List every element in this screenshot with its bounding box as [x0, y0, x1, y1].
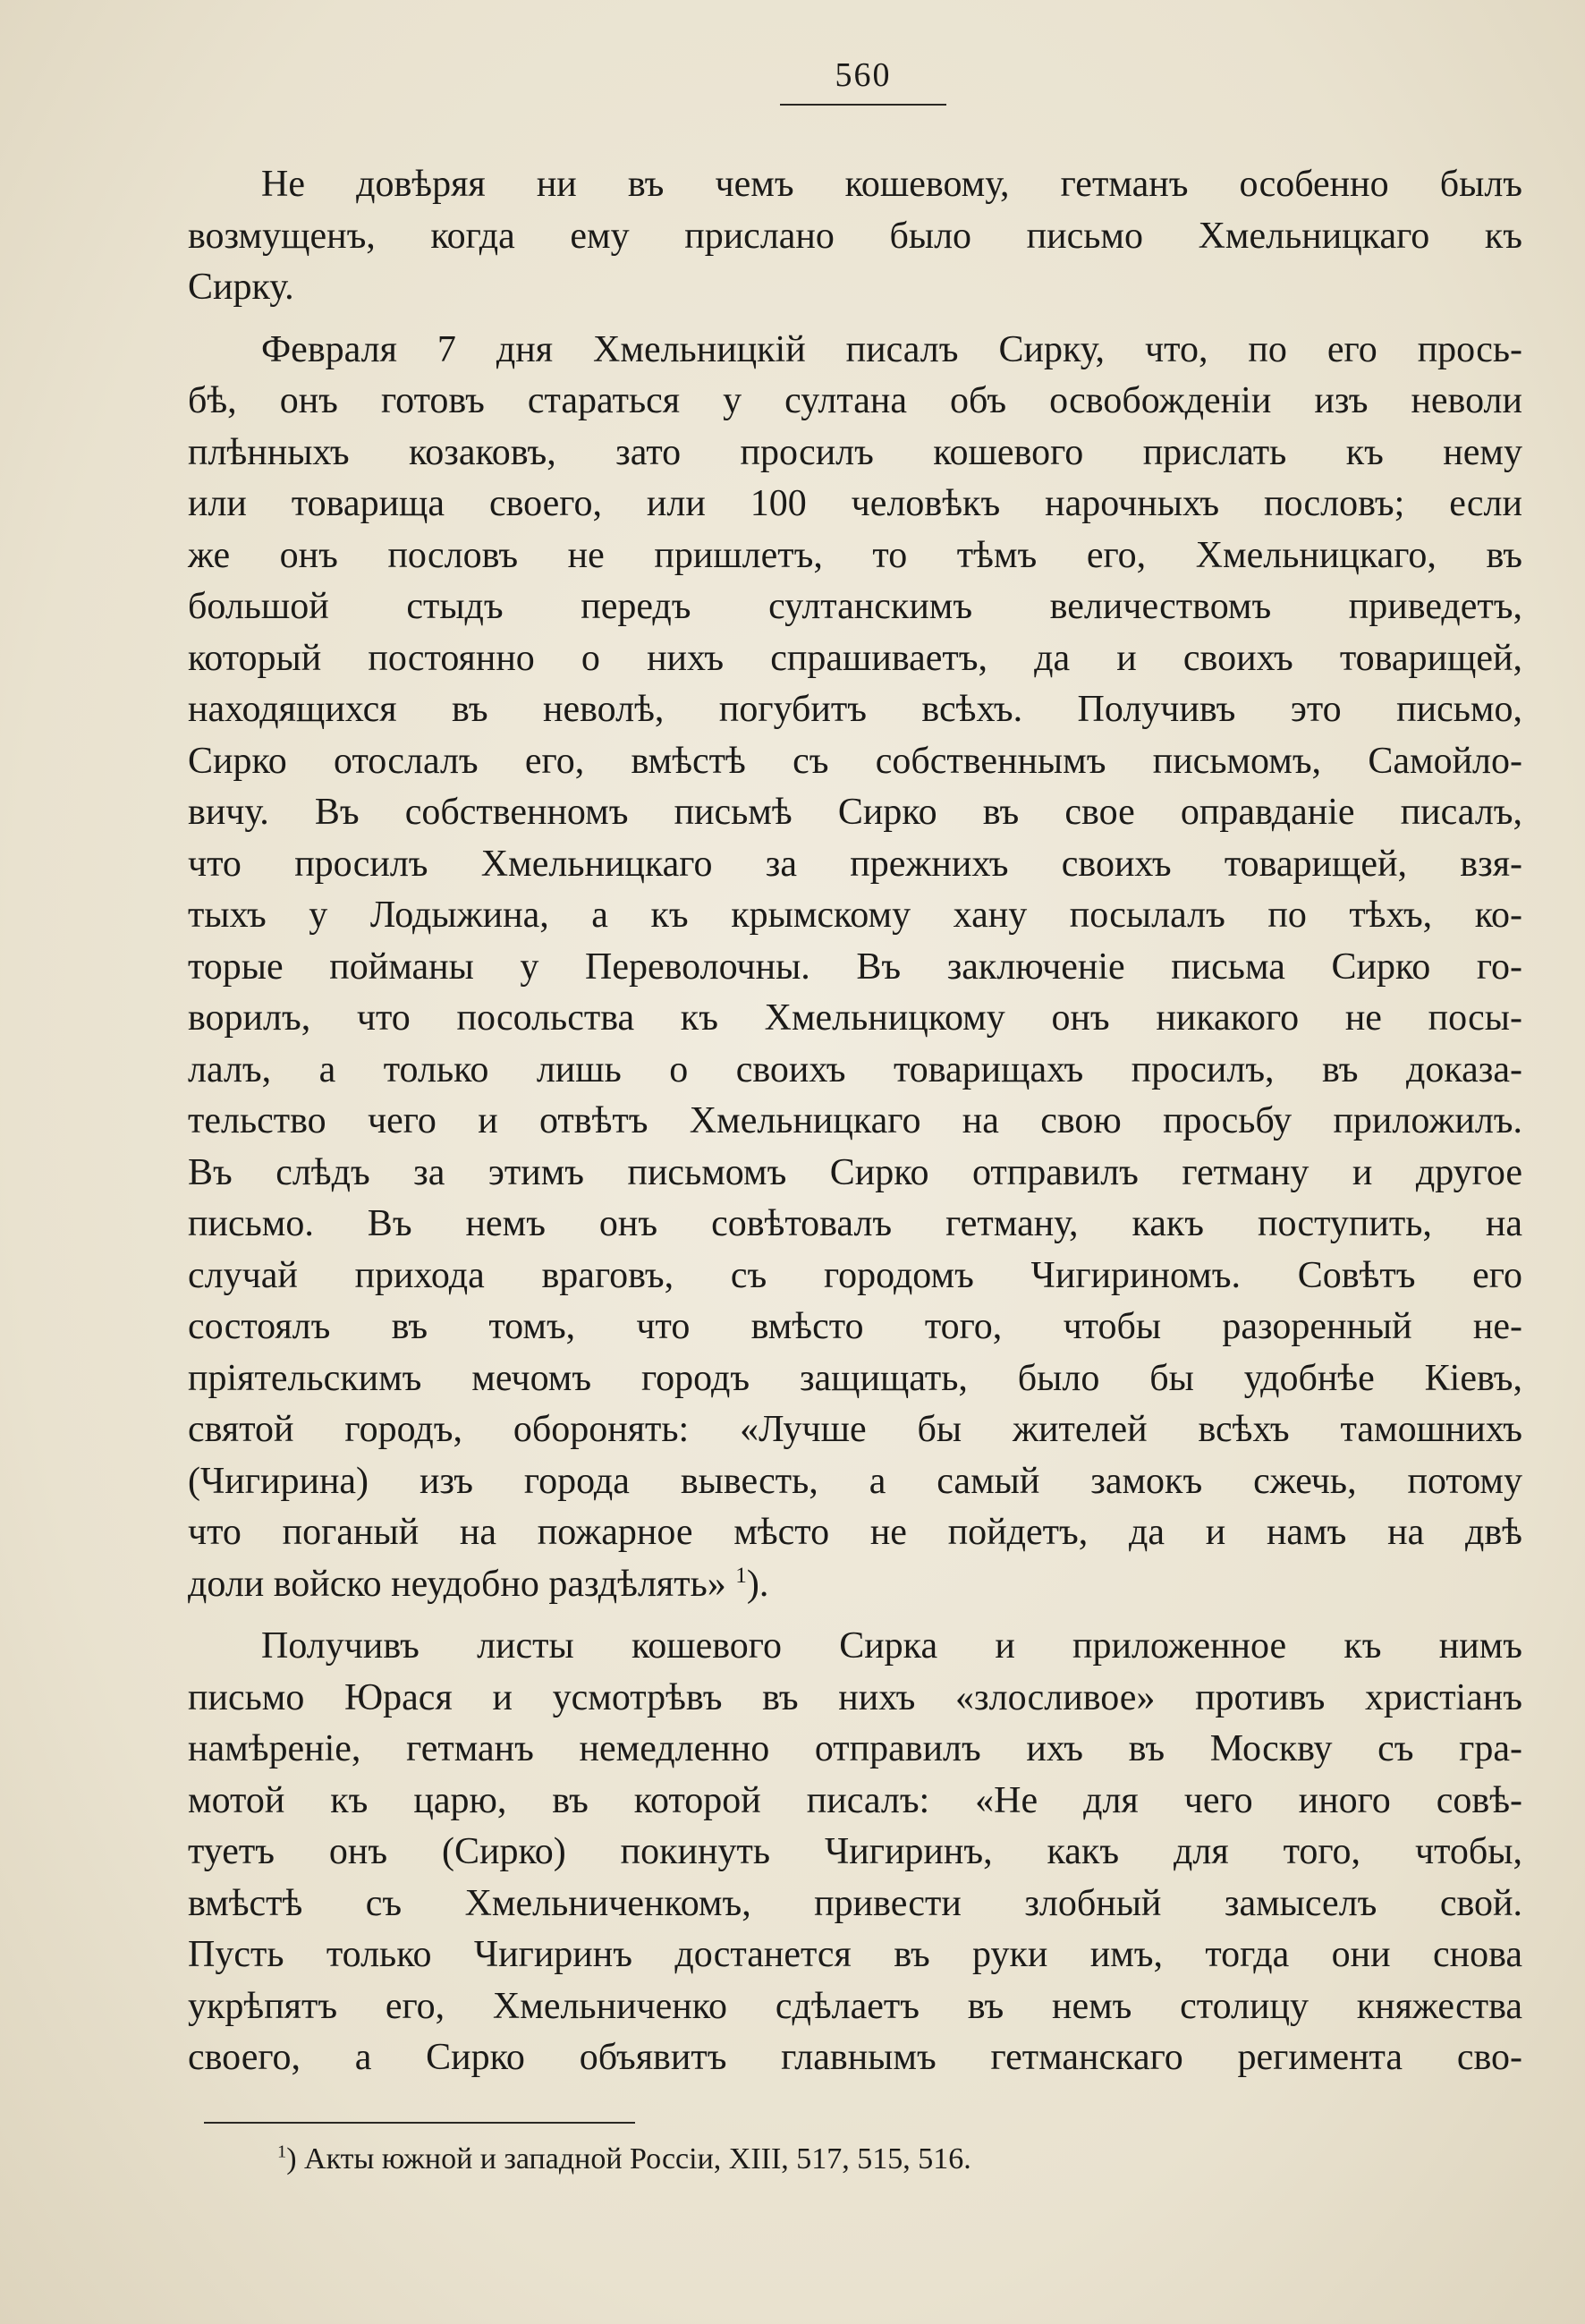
paragraph-1-line-3: Сирку. [188, 267, 294, 308]
footnote: $^1$) Акты южной и западной Россіи, XIII, 517, 515, 516. [277, 2142, 971, 2176]
paragraph-3-line-8: укрѣпятъ его, Хмельниченко сдѣлаетъ въ немъ столицу княжества [188, 1985, 1522, 2027]
paragraph-2-line-20: состоялъ въ томъ, что вмѣсто того, чтобы разоренный не- [188, 1306, 1522, 1347]
paragraph-3-line-5: туетъ онъ (Сирко) покинуть Чигиринъ, какъ для того, чтобы, [188, 1831, 1522, 1872]
paragraph-2-line-4: или товарища своего, или 100 человѣкъ нарочныхъ пословъ; если [188, 483, 1522, 524]
page-number: 560 [835, 56, 892, 94]
paragraph-2-line-17: Въ слѣдъ за этимъ письмомъ Сирко отправилъ гетману и другое [188, 1151, 1522, 1193]
paragraph-gap [188, 1610, 1522, 1621]
paragraph-2-line-23: (Чигирина) изъ города вывесть, а самый замокъ сжечь, потому [188, 1460, 1522, 1502]
paragraph-2-line-21: пріятельскимъ мечомъ городъ защищать, было бы удобнѣе Кіевъ, [188, 1357, 1522, 1399]
paragraph-2-closing: ). [746, 1563, 769, 1605]
paragraph-1-line-2: возмущенъ, когда ему прислано было письмо Хмельницкаго къ [188, 215, 1522, 257]
paragraph-3-line-9: своего, а Сирко объявитъ главнымъ гетманскаго регимента сво- [188, 2037, 1522, 2078]
paragraph-gap [188, 314, 1522, 325]
paragraph-3-line-6: вмѣстѣ съ Хмельниченкомъ, привести злобный замыселъ свой. [188, 1882, 1522, 1924]
paragraph-3-line-4: мотой къ царю, въ которой писалъ: «Не для чего иного совѣ- [188, 1779, 1522, 1821]
paragraph-2-line-12: тыхъ у Лодыжина, а къ крымскому хану посылалъ по тѣхъ, ко- [188, 895, 1522, 936]
paragraph-2-line-5: же онъ пословъ не пришлетъ, то тѣмъ его, Хмельницкаго, въ [188, 534, 1522, 576]
paragraph-2-line-13: торые пойманы у Переволочны. Въ заключеніе письма Сирко го- [188, 946, 1522, 988]
paragraph-2-line-8: находящихся въ неволѣ, погубитъ всѣхъ. Получивъ это письмо, [188, 689, 1522, 730]
paragraph-2-line-3: плѣнныхъ козаковъ, зато просилъ кошевого прислать къ нему [188, 431, 1522, 473]
body-text [188, 159, 1522, 2084]
paragraph-3-line-1: Получивъ листы кошевого Сирка и приложенное къ нимъ [261, 1625, 1522, 1667]
footnote-rule [204, 2122, 635, 2124]
paragraph-2-line-18: письмо. Въ немъ онъ совѣтовалъ гетману, какъ поступить, на [188, 1203, 1522, 1244]
paragraph-3-line-2: письмо Юрася и усмотрѣвъ въ нихъ «злосливое» противъ христіанъ [188, 1676, 1522, 1718]
footnote-reference: 1 [735, 1563, 747, 1588]
paragraph-2-line-2: бѣ, онъ готовъ стараться у султана объ освобожденіи изъ неволи [188, 380, 1522, 421]
paragraph-3-line-7: Пусть только Чигиринъ достанется въ руки имъ, тогда они снова [188, 1934, 1522, 1975]
paragraph-2-line-15: лалъ, а только лишь о своихъ товарищахъ просилъ, въ доказа- [188, 1048, 1522, 1090]
paragraph-2-line-22: святой городъ, оборонять: «Лучше бы жителей всѣхъ тамошнихъ [188, 1409, 1522, 1450]
paragraph-2-line-11: что просилъ Хмельницкаго за прежнихъ своихъ товарищей, взя- [188, 843, 1522, 885]
paragraph-2-line-24: что поганый на пожарное мѣсто не пойдетъ, да и намъ на двѣ [188, 1512, 1522, 1553]
header-rule [780, 104, 946, 106]
paragraph-2-line-16: тельство чего и отвѣтъ Хмельницкаго на свою просьбу приложилъ. [188, 1100, 1522, 1141]
paragraph-2-line-9: Сирко отослалъ его, вмѣстѣ съ собственнымъ письмомъ, Самойло- [188, 740, 1522, 782]
paragraph-2-line-7: который постоянно о нихъ спрашиваетъ, да и своихъ товарищей, [188, 637, 1522, 679]
paragraph-2-line-25 [188, 1559, 1522, 1611]
footnote-marker: 1 [277, 2142, 287, 2162]
paragraph-1-line-1: Не довѣряя ни въ чемъ кошевому, гетманъ особенно былъ [261, 164, 1522, 205]
paragraph-2-line-6: большой стыдъ передъ султанскимъ величествомъ приведетъ, [188, 586, 1522, 627]
footnote-text: Акты южной и западной Россіи, XIII, 517, 515, 516. [304, 2142, 971, 2176]
paragraph-2-line-14: ворилъ, что посольства къ Хмельницкому онъ никакого не посы- [188, 997, 1522, 1039]
paragraph-2-line-19: случай прихода враговъ, съ городомъ Чигириномъ. Совѣтъ его [188, 1254, 1522, 1296]
paragraph-2-line-10: вичу. Въ собственномъ письмѣ Сирко въ свое оправданіе писалъ, [188, 792, 1522, 833]
paragraph-2-line-25-text: доли войско неудобно раздѣлять» [188, 1563, 726, 1605]
paragraph-3-line-3: намѣреніе, гетманъ немедленно отправилъ ихъ въ Москву съ гра- [188, 1728, 1522, 1769]
paragraph-2-line-1: Февраля 7 дня Хмельницкій писалъ Сирку, что, по его прось- [261, 328, 1522, 370]
